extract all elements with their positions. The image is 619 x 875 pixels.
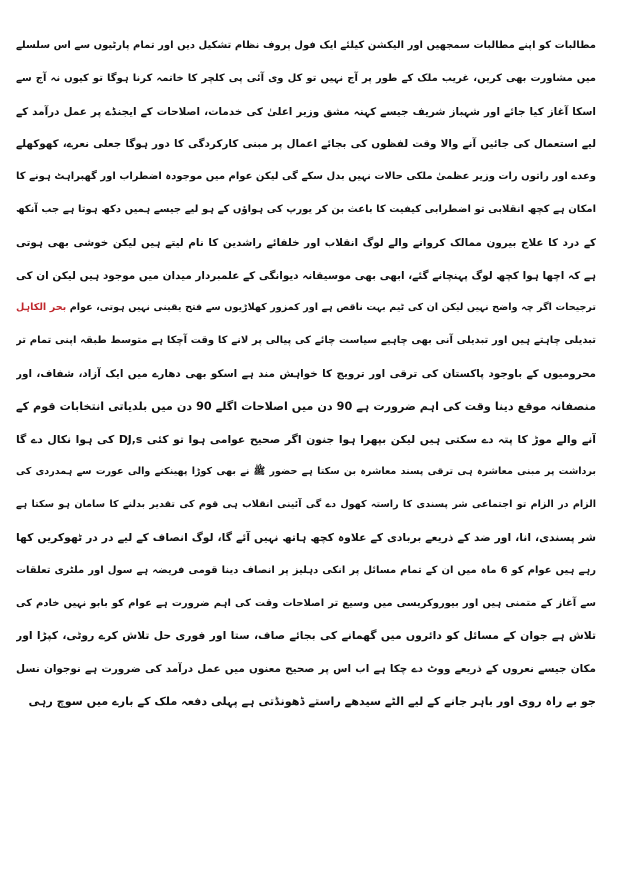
text-line-12: منصفانہ موقع دینا وقت کی اہم ضرورت ہے 90 دن میں اصلاحات اگلے 90 دن میں بلدیاتی انتخابات قوم کے — [16, 399, 596, 413]
text-line-3: اسکا آغاز کیا جائے اور شہباز شریف جیسے کہنہ مشق وزیر اعلیٰ کی خدمات، اصلاحات کے ایجنڈے پر عمل درآمد کے — [16, 105, 596, 118]
text-line-2: میں مشاورت بھی کریں، غریب ملک کے طور پر آج نہیں تو کل وی آئی پی کلچر کا خاتمہ کرنا ہوگا تو کیوں نہ آج سے — [16, 72, 596, 84]
text-line-10: تبدیلی چاہتے ہیں اور تبدیلی آنی بھی چاہیے سیاست چائے کی پیالی پر لانے کا وقت آچکا ہے متوسط طبقہ اپنی تمام تر — [16, 335, 596, 347]
text-line-21: جو بے راہ روی اور باہر جانے کے لیے الٹے سیدھے راستے ڈھونڈتی ہے پہلی دفعہ ملک کے بارے میں سوچ رہی — [28, 694, 596, 708]
text-line-1: مطالبات کو اپنے مطالبات سمجھیں اور الیکشن کیلئے ایک فول پروف نظام تشکیل دیں اور تمام پارٹیوں سے اس سلسلے — [16, 40, 596, 51]
text-line-18: سے آغاز کے متمنی ہیں اور بیوروکریسی میں وسیع تر اصلاحات وقت کی اہم ضرورت ہے عوام کو بابو نہیں خادم کی — [16, 597, 596, 609]
text-line-11: محرومیوں کے باوجود پاکستان کی ترقی اور ترویج کا خواہش مند ہے اسکو بھی دھارے میں ایک آزاد، شفاف، اور — [16, 367, 596, 380]
article-body — [16, 30, 596, 719]
highlighted-phrase: بحر الکاہل — [16, 302, 67, 314]
text-line-20: مکان جیسے نعروں کے ذریعے ووٹ دے چکا ہے اب اس پر صحیح معنوں میں عمل درآمد کی ضرورت ہے نوجوان نسل — [16, 663, 596, 676]
text-line-17: رہے ہیں عوام کو 6 ماہ میں ان کے تمام مسائل پر انکی دہلیز پر انصاف دینا قومی فریضہ ہے سول اور ملٹری تعلقات — [16, 564, 596, 576]
text-line-4: لیے استعمال کی جائیں آنے والا وقت لفظوں کی بجائے اعمال پر مبنی کارکردگی کا دور ہوگا جعلی نعرے، کھوکھلے — [16, 138, 596, 151]
text-line-9-body: ترجیحات اگر چہ واضح نہیں لیکن ان کی ٹیم بہت ناقص ہے اور کمزور کھلاڑیوں سے فتح یقینی نہیں ہوتی، عوام — [69, 302, 596, 314]
text-line-13: آنے والے موڑ کا پتہ دے سکتی ہیں لیکن بپھرا ہوا جنون اگر صحیح عوامی ہوا تو کئی DJ,s کی ہوا نکال دے گا — [16, 432, 596, 446]
text-line-6: امکان ہے کچھ انقلابی تو اضطرابی کیفیت کا باعث بن کر یورپ کی ہواؤں کے ہو لیے جیسے ہمیں دکھ ہوتا ہے جب آنکھ — [16, 203, 596, 215]
text-line-9 — [16, 292, 596, 325]
text-line-15: الزام در الزام تو اجتماعی شر پسندی کا راستہ کھول دے گی آئینی انقلاب ہی قوم کی تقدیر بدلنے کا سامان ہو سکتا ہے — [16, 499, 596, 511]
text-line-5: وعدے اور راتوں رات وزیر عظمیٰ ملکی حالات نہیں بدل سکے گی لیکن عوام میں موجودہ اضطراب اور گھبراہٹ ہونے کا — [16, 171, 596, 183]
text-line-14: برداشت پر مبنی معاشرہ ہی ترقی پسند معاشرہ بن سکتا ہے حضور ﷺ نے بھی کوڑا پھینکنے والی عورت سے ہمدردی کی — [16, 466, 596, 478]
text-line-16: شر پسندی، انا، اور ضد کے ذریعے بربادی کے علاوہ کچھ ہاتھ نہیں آئے گا، لوگ انصاف کے لیے در در ٹھوکریں کھا — [16, 530, 596, 544]
text-line-19: تلاش ہے جوان کے مسائل کو دائروں میں گھمانے کی بجائے صاف، ستا اور فوری حل تلاش کرے روٹی، کپڑا اور — [16, 629, 596, 643]
text-line-8: ہے کہ اچھا ہوا کچھ لوگ پہنچانے گئے، ابھی بھی موسیقانہ دیوانگی کے علمبردار میدان میں موجود ہیں لیکن ان کی — [16, 269, 596, 282]
text-line-7: کے درد کا علاج بیرون ممالک کروانے والے لوگ انقلاب اور خلفائے راشدین کا نام لیتے ہیں لیکن خوشی بھی ہوتی — [16, 236, 596, 249]
